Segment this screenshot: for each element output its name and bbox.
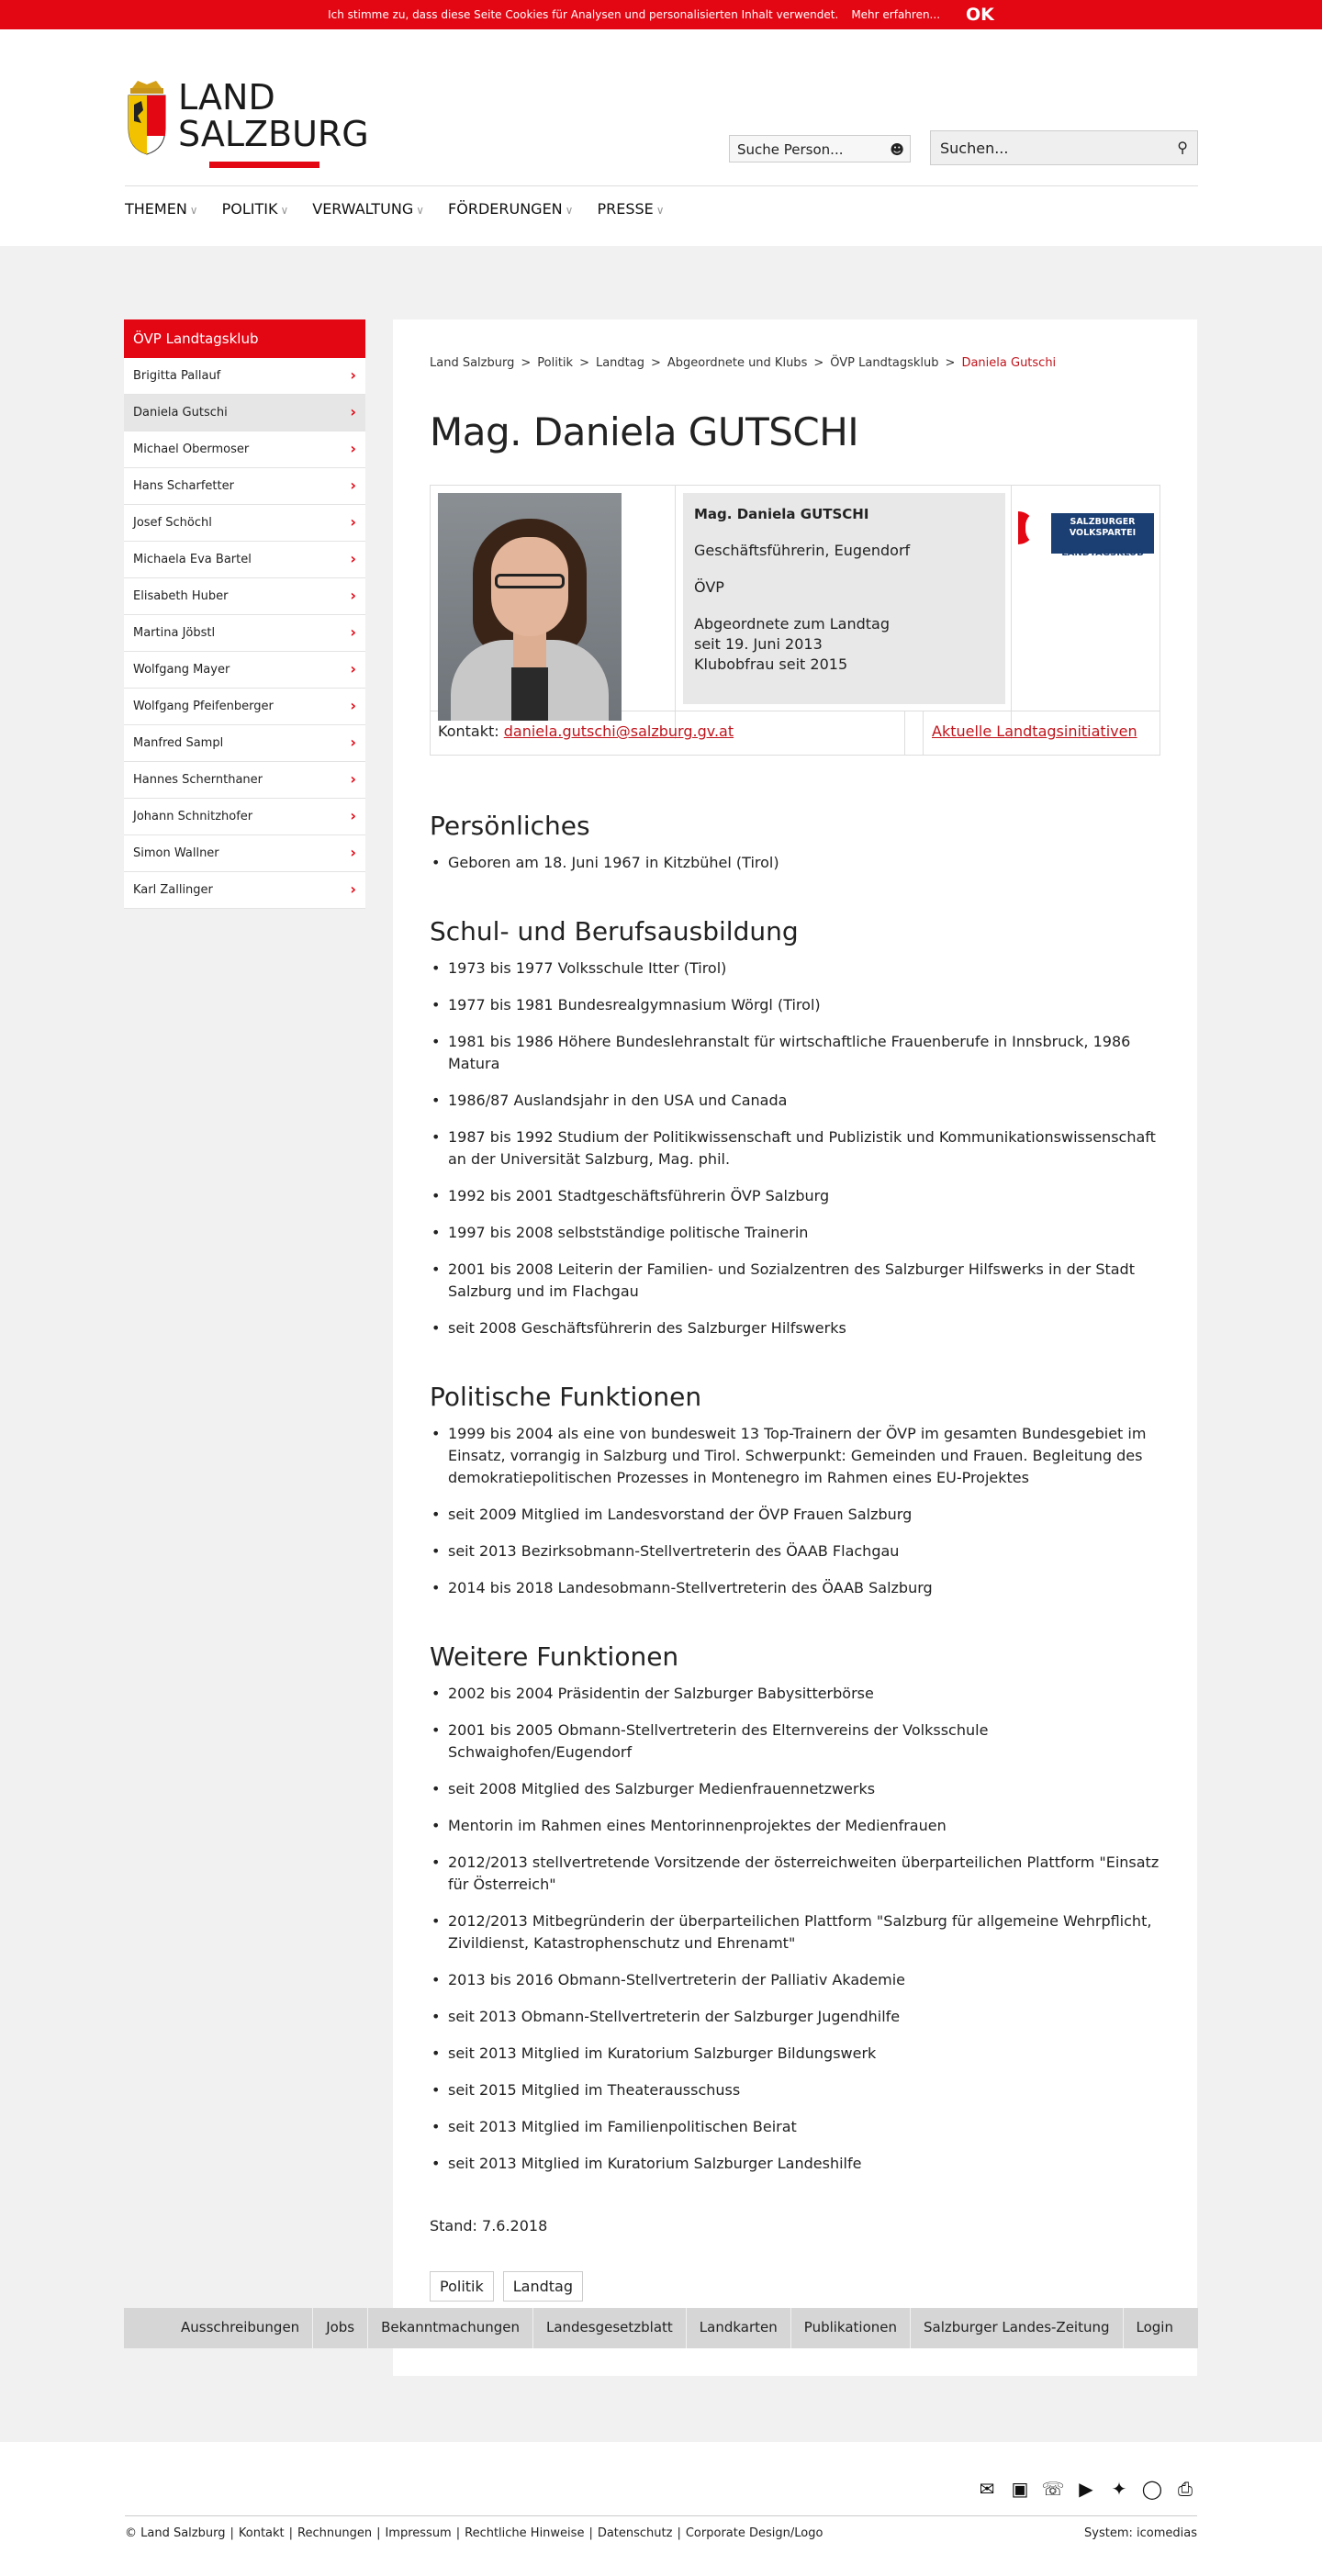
list-item: • 1987 bis 1992 Studium der Politikwissenschaft und Publizistik und Kommunikationswissenschaft an der Universität Salzburg, Mag. phil. — [430, 1126, 1164, 1170]
contact: Kontakt: daniela.gutschi@salzburg.gv.at — [438, 722, 734, 740]
sidebar-item-label: Hannes Schernthaner — [133, 773, 263, 787]
sidebar-item-label: Daniela Gutschi — [133, 406, 228, 420]
system-credit: System: icomedias — [1084, 2526, 1197, 2540]
breadcrumb-separator: > — [521, 356, 532, 370]
chevron-right-icon: › — [350, 403, 356, 420]
main-nav — [0, 200, 1322, 246]
sidebar-item-label: Simon Wallner — [133, 846, 219, 860]
footer-nav-item[interactable]: Login — [1136, 2319, 1173, 2335]
chevron-right-icon: › — [350, 844, 356, 861]
section-list — [430, 852, 1164, 874]
chevron-down-icon: ∨ — [565, 204, 574, 217]
breadcrumb-separator: > — [650, 356, 661, 370]
footer-nav-item[interactable]: Jobs — [313, 2308, 368, 2348]
sidebar-item[interactable] — [124, 725, 365, 762]
breadcrumb-item[interactable]: Politik — [537, 356, 574, 370]
chevron-right-icon: › — [350, 366, 356, 384]
list-item: • 1999 bis 2004 als eine von bundesweit 13 Top-Trainern der ÖVP im gesamten Bundesgebiet im Einsatz, vorrangig in Salzburg und Tirol. Schwerpunkt: Gemeinden und Frauen. Begleitung des demokratiepolitischen Prozesses in Montenegro im Rahmen eines EU-Projektes — [430, 1423, 1164, 1489]
chevron-right-icon: › — [350, 587, 356, 604]
breadcrumb-separator: > — [945, 356, 956, 370]
breadcrumb-item[interactable]: Land Salzburg — [430, 356, 515, 370]
last-updated: Stand: 7.6.2018 — [430, 2217, 548, 2234]
profile-photo-cell — [431, 486, 676, 739]
list-item: • 2013 bis 2016 Obmann-Stellvertreterin der Palliativ Akademie — [430, 1969, 1164, 1991]
footer-nav-item[interactable]: Bekanntmachungen — [368, 2308, 533, 2348]
breadcrumb-separator: > — [579, 356, 589, 370]
list-item: • seit 2013 Mitglied im Familienpolitischen Beirat — [430, 2116, 1164, 2138]
search-icon[interactable]: ⚲ — [1177, 139, 1188, 156]
footer-nav-item[interactable]: Salzburger Landes-Zeitung — [911, 2308, 1124, 2348]
nav-item-foerderungen[interactable]: FÖRDERUNGEN ∨ — [448, 200, 574, 218]
profile-photo — [438, 493, 622, 721]
breadcrumb-item: Daniela Gutschi — [961, 356, 1057, 370]
sidebar-item[interactable] — [124, 872, 365, 909]
chevron-right-icon: › — [350, 476, 356, 494]
sidebar-item-label: Johann Schnitzhofer — [133, 810, 253, 823]
sidebar-item[interactable] — [124, 652, 365, 689]
list-item: • Geboren am 18. Juni 1967 in Kitzbühel (Tirol) — [430, 852, 1164, 874]
sidebar-item[interactable] — [124, 505, 365, 542]
sidebar-item[interactable] — [124, 542, 365, 578]
list-item: • seit 2013 Mitglied im Kuratorium Salzburger Landeshilfe — [430, 2153, 1164, 2175]
bio-section — [430, 1641, 1164, 2175]
logo-wordmark — [178, 79, 369, 152]
footer-nav-item[interactable]: Landkarten — [687, 2308, 791, 2348]
footer-link[interactable]: Rechnungen — [297, 2526, 373, 2540]
logo-line-1: LAND — [178, 77, 275, 118]
chevron-right-icon: › — [350, 807, 356, 824]
sidebar-item[interactable] — [124, 358, 365, 395]
site-logo[interactable] — [125, 79, 369, 156]
sidebar-item[interactable] — [124, 835, 365, 872]
section-list — [430, 1423, 1164, 1599]
section-title: Persönliches — [430, 811, 590, 841]
footer-link[interactable]: Datenschutz — [597, 2526, 673, 2540]
contact-email-link[interactable]: daniela.gutschi@salzburg.gv.at — [503, 722, 734, 740]
print-icon[interactable]: ⎙ — [1178, 2478, 1193, 2500]
sidebar-item[interactable] — [124, 468, 365, 505]
sidebar-item-label: Martina Jöbstl — [133, 626, 216, 640]
profile-table — [430, 485, 1160, 711]
chevron-right-icon: › — [350, 513, 356, 531]
chevron-right-icon: › — [350, 770, 356, 788]
section-title: Politische Funktionen — [430, 1382, 702, 1412]
sidebar-item-label: Michaela Eva Bartel — [133, 553, 252, 566]
whatsapp-icon[interactable]: ☏ — [1041, 2478, 1065, 2500]
sidebar-item-label: Manfred Sampl — [133, 736, 224, 750]
list-item: • 1997 bis 2008 selbstständige politische Trainerin — [430, 1222, 1164, 1244]
list-item: • 2012/2013 stellvertretende Vorsitzende der österreichweiten überparteilichen Plattform "Einsatz für Österreich" — [430, 1852, 1164, 1896]
list-item: • 1973 bis 1977 Volksschule Itter (Tirol) — [430, 958, 1164, 980]
tag-list — [430, 2271, 1164, 2302]
cookie-ok-button[interactable]: OK — [966, 5, 994, 25]
footer-nav — [124, 2308, 1198, 2348]
list-item: • seit 2013 Mitglied im Kuratorium Salzburger Bildungswerk — [430, 2043, 1164, 2065]
chevron-right-icon: › — [350, 440, 356, 457]
profile-role: Geschäftsführerin, Eugendorf — [694, 542, 911, 559]
footer-nav-item[interactable]: Publikationen — [791, 2308, 911, 2348]
nav-item-verwaltung[interactable]: VERWALTUNG ∨ — [312, 200, 425, 218]
breadcrumb-item[interactable]: Landtag — [595, 356, 644, 370]
breadcrumb-item[interactable]: ÖVP Landtagsklub — [830, 356, 939, 370]
logo-line-2: SALZBURG — [178, 114, 369, 154]
list-item: • 1981 bis 1986 Höhere Bundeslehranstalt für wirtschaftliche Frauenberufe in Innsbruck, 1986 Matura — [430, 1031, 1164, 1075]
profile-cell-divider — [1011, 486, 1012, 739]
sidebar-item[interactable] — [124, 689, 365, 725]
footer-link[interactable]: Kontakt — [238, 2526, 285, 2540]
chevron-down-icon: ∨ — [416, 204, 425, 217]
bio-content — [430, 811, 1164, 2302]
footer-divider — [125, 2515, 1197, 2516]
footer-nav-item[interactable]: Ausschreibungen — [168, 2308, 313, 2348]
party-logo: SALZBURGER VOLKSPARTEI LANDTAGSKLUB — [1018, 511, 1154, 559]
list-item: • 1992 bis 2001 Stadtgeschäftsführerin ÖVP Salzburg — [430, 1185, 1164, 1207]
footer-separator: | — [376, 2526, 381, 2540]
main-content — [393, 319, 1197, 2376]
list-item: • seit 2015 Mitglied im Theaterausschuss — [430, 2079, 1164, 2101]
section-list — [430, 958, 1164, 1339]
mail-icon[interactable]: ✉ — [979, 2478, 995, 2500]
sidebar-item[interactable] — [124, 762, 365, 799]
footer-separator: | — [455, 2526, 461, 2540]
nav-item-politik[interactable]: POLITIK ∨ — [221, 200, 289, 218]
footer-separator: | — [677, 2526, 681, 2540]
bio-section — [430, 1382, 1164, 1599]
bio-section — [430, 916, 1164, 1339]
facebook-icon[interactable]: ▣ — [1011, 2478, 1029, 2500]
footer-link: © Land Salzburg — [125, 2526, 226, 2540]
section-title: Weitere Funktionen — [430, 1641, 679, 1672]
list-item: • seit 2008 Mitglied des Salzburger Medienfrauennetzwerks — [430, 1778, 1164, 1800]
youtube-icon[interactable]: ▶ — [1079, 2478, 1093, 2500]
list-item: • 2012/2013 Mitbegründerin der überparteilichen Plattform "Salzburg für allgemeine Wehrpflicht, Zivildienst, Katastrophenschutz und Ehrenamt" — [430, 1910, 1164, 1954]
nav-item-themen[interactable]: THEMEN ∨ — [125, 200, 198, 218]
sidebar-item-label: Josef Schöchl — [133, 516, 212, 530]
section-list — [430, 1683, 1164, 2175]
breadcrumb-separator: > — [813, 356, 824, 370]
tag-link[interactable]: Politik — [430, 2271, 494, 2302]
logo-underline — [209, 162, 319, 168]
cookie-text: Ich stimme zu, dass diese Seite Cookies für Analysen und personalisierten Inhalt verwendet. — [328, 8, 839, 21]
social-icons — [975, 2477, 1197, 2501]
list-item: • 2002 bis 2004 Präsidentin der Salzburger Babysitterbörse — [430, 1683, 1164, 1705]
list-item: • seit 2013 Obmann-Stellvertreterin der Salzburger Jugendhilfe — [430, 2006, 1164, 2028]
list-item: • 1986/87 Auslandsjahr in den USA und Canada — [430, 1090, 1164, 1112]
sidebar-item-label: Brigitta Pallauf — [133, 369, 221, 383]
site-footer — [0, 2442, 1322, 2576]
profile-mandate: Abgeordnete zum Landtag seit 19. Juni 2013 Klubobfrau seit 2015 — [694, 615, 890, 673]
sidebar-item-label: Elisabeth Huber — [133, 589, 229, 603]
profile-party: ÖVP — [694, 578, 724, 596]
list-item: • Mentorin im Rahmen eines Mentorinnenprojektes der Medienfrauen — [430, 1815, 1164, 1837]
person-search-input[interactable] — [729, 135, 911, 162]
crest-icon — [125, 79, 169, 156]
page-title: Mag. Daniela GUTSCHI — [430, 409, 859, 454]
profile-info — [683, 493, 1005, 704]
list-item: • 2014 bis 2018 Landesobmann-Stellvertreterin des ÖAAB Salzburg — [430, 1577, 1164, 1599]
list-item: • 2001 bis 2008 Leiterin der Familien- und Sozialzentren des Salzburger Hilfswerks in der Stadt Salzburg und im Flachgau — [430, 1259, 1164, 1303]
chevron-right-icon: › — [350, 550, 356, 567]
footer-link[interactable]: Impressum — [385, 2526, 452, 2540]
list-item: • seit 2013 Bezirksobmann-Stellvertreterin des ÖAAB Flachgau — [430, 1540, 1164, 1562]
sidebar-item-label: Wolfgang Mayer — [133, 663, 230, 677]
list-item: • seit 2009 Mitglied im Landesvorstand der ÖVP Frauen Salzburg — [430, 1504, 1164, 1526]
sidebar — [124, 319, 365, 909]
chevron-right-icon: › — [350, 734, 356, 751]
chevron-right-icon: › — [350, 623, 356, 641]
sidebar-title[interactable]: ÖVP Landtagsklub — [124, 319, 365, 358]
profile-name: Mag. Daniela GUTSCHI — [694, 506, 869, 522]
sidebar-item[interactable] — [124, 799, 365, 835]
tag-link[interactable]: Landtag — [503, 2271, 583, 2302]
contact-row — [430, 711, 1160, 756]
person-search-placeholder: Suche Person... — [737, 141, 844, 158]
sidebar-item[interactable] — [124, 578, 365, 615]
chevron-right-icon: › — [350, 697, 356, 714]
list-item: • seit 2008 Geschäftsführerin des Salzburger Hilfswerks — [430, 1317, 1164, 1339]
chevron-right-icon: › — [350, 880, 356, 898]
footer-nav-item[interactable]: Landesgesetzblatt — [533, 2308, 687, 2348]
instagram-icon[interactable]: ◯ — [1141, 2478, 1163, 2500]
list-item: • 2001 bis 2005 Obmann-Stellvertreterin des Elternvereins der Volksschule Schwaighofen/Eugendorf — [430, 1719, 1164, 1764]
list-item: • 1977 bis 1981 Bundesrealgymnasium Wörgl (Tirol) — [430, 994, 1164, 1016]
sidebar-item-label: Wolfgang Pfeifenberger — [133, 700, 274, 713]
site-header — [0, 29, 1322, 200]
footer-separator: | — [288, 2526, 294, 2540]
nav-item-presse[interactable]: PRESSE ∨ — [597, 200, 665, 218]
sidebar-item-label: Karl Zallinger — [133, 883, 213, 897]
cookie-more-link[interactable]: Mehr erfahren... — [851, 8, 941, 21]
sidebar-item-label: Hans Scharfetter — [133, 479, 234, 493]
chevron-down-icon: ∨ — [655, 204, 665, 217]
breadcrumb-item[interactable]: Abgeordnete und Klubs — [667, 356, 808, 370]
person-search-icon[interactable]: ☻ — [890, 141, 904, 158]
footer-links — [125, 2526, 823, 2540]
page-body — [0, 246, 1322, 2385]
bio-section — [430, 811, 1164, 874]
breadcrumb — [430, 356, 1056, 370]
search-placeholder: Suchen... — [940, 140, 1009, 157]
footer-separator: | — [230, 2526, 234, 2540]
sidebar-item[interactable] — [124, 615, 365, 652]
section-title: Schul- und Berufsausbildung — [430, 916, 799, 946]
initiatives-link[interactable]: Aktuelle Landtagsinitiativen — [932, 722, 1137, 740]
sidebar-item-label: Michael Obermoser — [133, 442, 250, 456]
header-divider — [125, 185, 1198, 186]
footer-link[interactable]: Rechtliche Hinweise — [465, 2526, 585, 2540]
footer-link[interactable]: Corporate Design/Logo — [685, 2526, 823, 2540]
chevron-down-icon: ∨ — [189, 204, 198, 217]
cookie-banner — [0, 0, 1322, 29]
search-input[interactable] — [930, 130, 1198, 165]
twitter-icon[interactable]: ✦ — [1111, 2478, 1127, 2500]
footer-separator: | — [588, 2526, 593, 2540]
sidebar-item[interactable] — [124, 395, 365, 431]
chevron-down-icon: ∨ — [280, 204, 289, 217]
sidebar-item[interactable] — [124, 431, 365, 468]
chevron-right-icon: › — [350, 660, 356, 678]
